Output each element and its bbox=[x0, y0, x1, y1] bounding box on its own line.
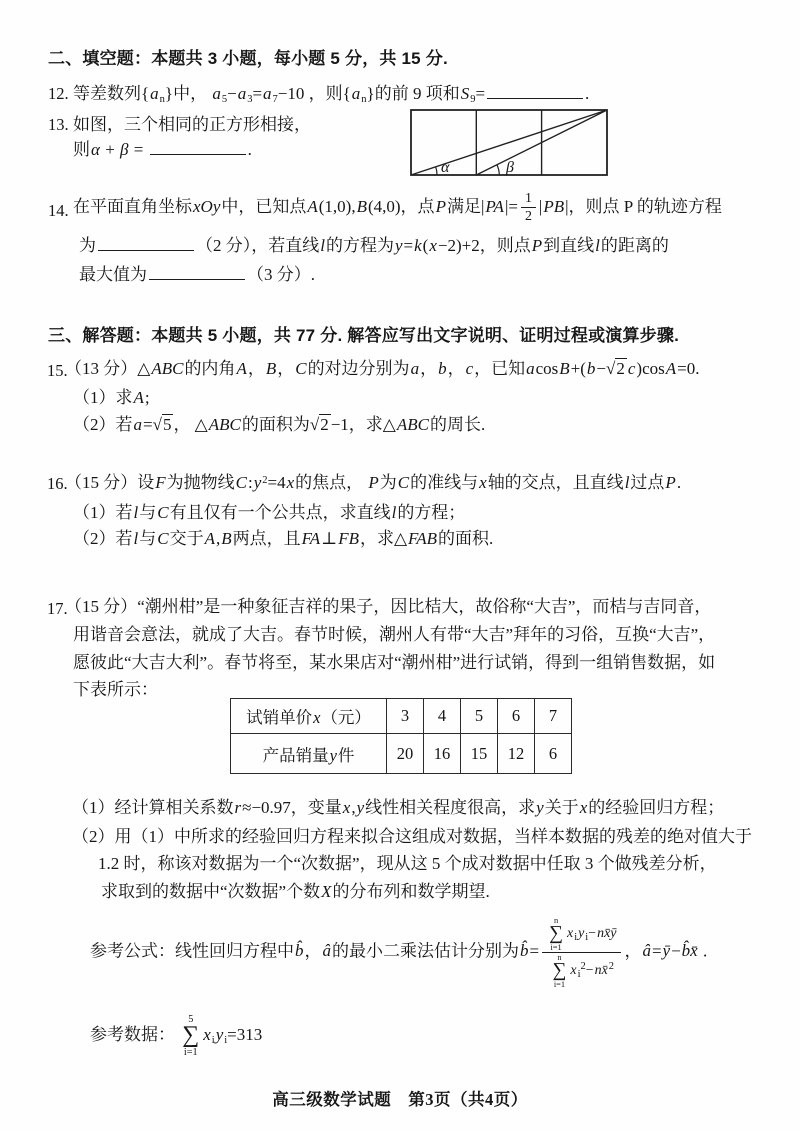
q17-text-line2: 用谐音会意法，就成了大吉。春节时候，潮州人有带“大吉”拜年的习俗，互换“大吉”， bbox=[73, 625, 716, 644]
q15-number: 15. bbox=[47, 361, 68, 380]
square-root: √2 bbox=[309, 415, 329, 434]
price-cell: 6 bbox=[498, 699, 535, 734]
section3-title: 三、解答题：本题共 5 小题，共 77 分. 解答应写出文字说明、证明过程或演算步骤. bbox=[48, 326, 680, 345]
summation: n ∑ i=1 bbox=[549, 916, 563, 952]
q15-text: （13 分）△ABC的内角A，B，C的对边分别为a，b，c，已知acosB+(b−√2 c)cosA=0. bbox=[65, 359, 700, 378]
fraction: n ∑ i=1 $x_iy_i-nx̄ȳ$ n ∑ i=1 $x_i^2-nx̄^2$ bbox=[542, 916, 621, 989]
blank-line bbox=[149, 276, 245, 280]
q13-number: 13. bbox=[48, 115, 69, 134]
page-footer: 高三级数学试题 第3页（共4页） bbox=[272, 1090, 528, 1109]
square-root: √2 bbox=[606, 359, 625, 378]
beta-angle-arc bbox=[497, 165, 499, 175]
blank-line bbox=[150, 151, 246, 155]
price-cell: 7 bbox=[535, 699, 572, 734]
beta-label: β bbox=[506, 159, 514, 176]
q17-number: 17. bbox=[47, 599, 68, 618]
q16-text: （15 分）设F为抛物线$C:y^2=4x$的焦点， P为C的准线与x轴的交点，且直线l过点P. bbox=[65, 473, 682, 492]
q16-item2: （2）若l与C交于A,B两点，且FA⊥FB，求△FAB的面积. bbox=[73, 529, 494, 548]
q17-item2-line2: 1.2 时，称该对数据为一个“次数据”，现从这 5 个成对数据中任取 3 个做残差分析， bbox=[98, 854, 717, 873]
square-root: √5 bbox=[152, 415, 172, 434]
alpha-label: α bbox=[441, 159, 450, 176]
price-row-label: 试销单价x（元） bbox=[231, 699, 387, 734]
sales-cell: 16 bbox=[424, 734, 461, 774]
q17-item2-line3: 求取到的数据中“次数据”个数X的分布列和数学期望. bbox=[101, 882, 490, 901]
squares-figure bbox=[410, 109, 608, 177]
q13-text-line2: 则α + β = . bbox=[73, 140, 252, 159]
sales-cell: 20 bbox=[387, 734, 424, 774]
sales-table bbox=[230, 698, 572, 774]
q16-number: 16. bbox=[47, 474, 68, 493]
q13-text-line1: 如图，三个相同的正方形相接， bbox=[73, 115, 311, 134]
q14-text-line3: 最大值为 （3 分）. bbox=[79, 265, 315, 284]
sales-cell: 12 bbox=[498, 734, 535, 774]
reference-data: 参考数据： 5 ∑ i=1 $x_iy_i=313$ bbox=[90, 1014, 263, 1058]
blank-line bbox=[487, 95, 583, 99]
summation: n ∑ i=1 bbox=[552, 952, 567, 989]
table-row-sales bbox=[231, 734, 572, 774]
q16-item1: （1）若l与C有且仅有一个公共点，求直线l的方程； bbox=[73, 503, 466, 522]
q14-number: 14. bbox=[48, 201, 69, 220]
price-cell: 4 bbox=[424, 699, 461, 734]
sales-cell: 15 bbox=[461, 734, 498, 774]
q17-text-line1: （15 分）“潮州柑”是一种象征吉祥的果子，因比桔大，故俗称“大吉”，而桔与吉同音， bbox=[65, 597, 712, 616]
q17-item1: （1）经计算相关系数r≈−0.97，变量x,y线性相关程度很高，求y关于x的经验回归方程； bbox=[72, 798, 725, 817]
q15-item1: （1）求A; bbox=[73, 388, 150, 407]
q14-text-line2: 为 （2 分），若直线l的方程为y=k(x−2)+2，则点P到直线l的距离的 bbox=[79, 236, 669, 255]
q17-item2-line1: （2）用（1）中所求的经验回归方程来拟合这组成对数据，当样本数据的残差的绝对值大于 bbox=[72, 827, 752, 846]
table-row-price bbox=[231, 699, 572, 734]
fraction: $\frac{1}{2}$ bbox=[521, 190, 536, 226]
q12-number: 12. bbox=[48, 84, 69, 103]
sales-row-label: 产品销量y件 bbox=[231, 734, 387, 774]
q12-text: 等差数列$\{a_n\}$中， $a_5-a_3=a_7-10$ ，则$\{a_n\}$的前 9 项和$S_9=$ . bbox=[73, 84, 590, 105]
q17-text-line3: 愿彼此“大吉大利”。春节将至，某水果店对“潮州柑”进行试销，得到一组销售数据，如 bbox=[73, 653, 716, 672]
reference-formula: 参考公式：线性回归方程中b̂，â的最小二乘法估计分别为b̂= n ∑ i=1 $x_iy_i-nx̄ȳ$ n ∑ i=1 $x_i^2-nx̄^2$ ，â=ȳ−b̂x̄ . bbox=[90, 916, 708, 989]
q17-text-line4: 下表所示： bbox=[73, 680, 158, 699]
summation: 5 ∑ i=1 bbox=[182, 1014, 200, 1058]
section2-title: 二、填空题：本题共 3 小题，每小题 5 分，共 15 分. bbox=[48, 49, 448, 68]
blank-line bbox=[98, 247, 194, 251]
price-cell: 3 bbox=[387, 699, 424, 734]
price-cell: 5 bbox=[461, 699, 498, 734]
sales-cell: 6 bbox=[535, 734, 572, 774]
q14-text-line1: 在平面直角坐标xOy中，已知点A(1,0),B(4,0)，点P满足|PA|= $\frac{1}{2}$ |PB|，则点 P 的轨迹方程 bbox=[73, 191, 722, 225]
q15-item2: （2）若a=√5 ， △ABC的面积为√2 −1，求△ABC的周长. bbox=[73, 415, 486, 434]
alpha-angle-arc bbox=[436, 167, 437, 175]
